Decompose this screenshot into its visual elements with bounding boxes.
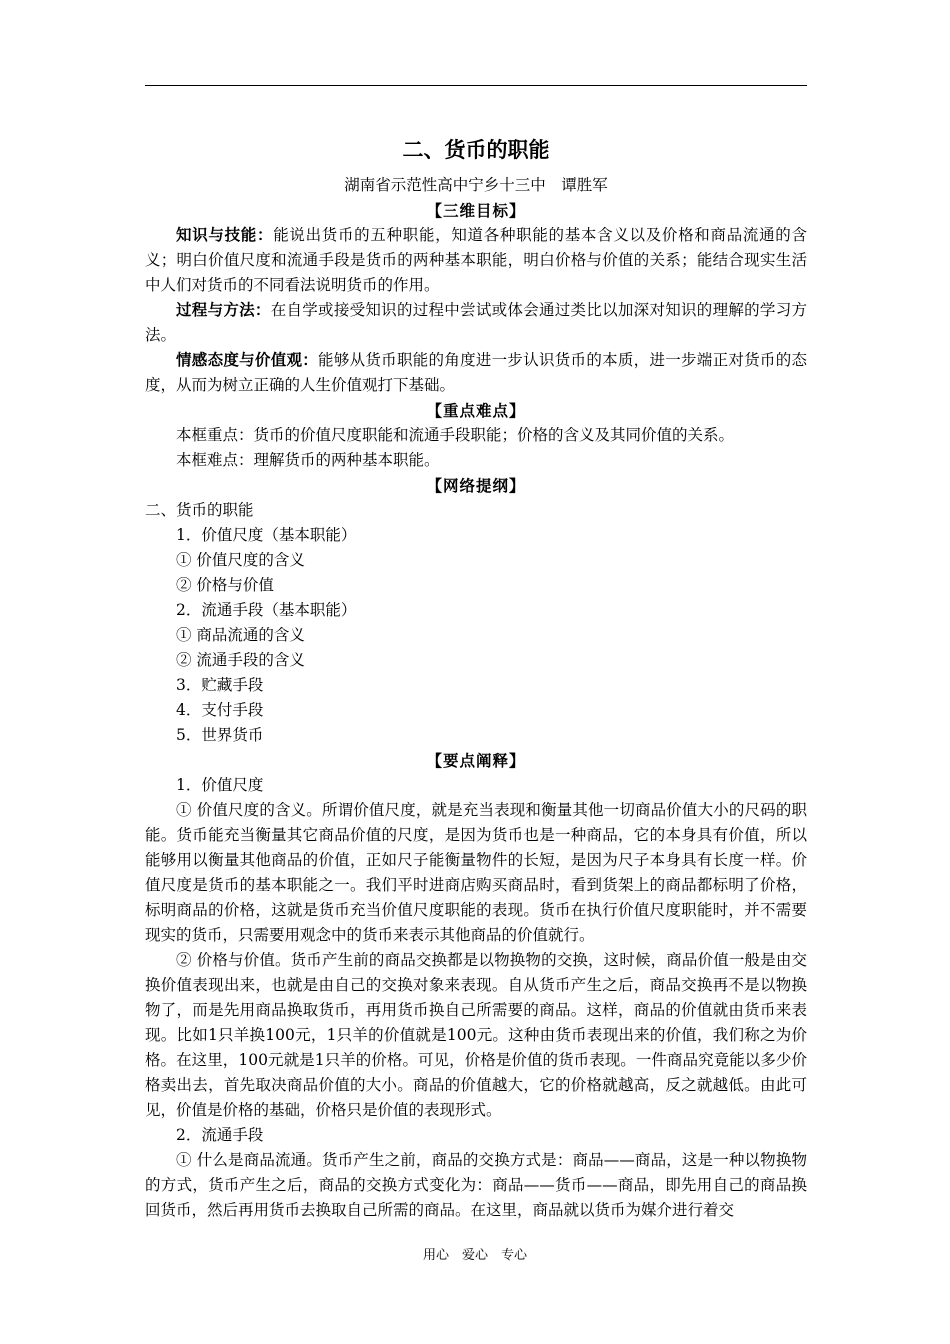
outline-item: 3．贮藏手段 [176, 676, 264, 694]
goal-attitude-text: 能够从货币职能的角度进一步认识货币的本质，进一步端正对货币的态度，从而为树立正确的人生价值观打下基础。 [145, 351, 807, 394]
outline-item: 1．价值尺度（基本职能） [176, 526, 357, 544]
page-footer: 用心 爱心 专心 [422, 1248, 527, 1263]
outline-item: ① 价值尺度的含义 [176, 551, 305, 569]
section-heading-outline: 【网络提纲】 [426, 476, 526, 495]
header-rule [145, 85, 807, 86]
section-heading-goals: 【三维目标】 [426, 201, 526, 220]
goal-knowledge [145, 223, 807, 298]
page-title: 二、货币的职能 [402, 138, 550, 162]
explain-heading-value-measure: 1．价值尺度 [176, 776, 264, 794]
goal-attitude [145, 348, 807, 398]
goal-process [145, 298, 807, 348]
section-heading-keypoints: 【重点难点】 [426, 401, 526, 420]
document-body [145, 133, 807, 1223]
outline-item: 5．世界货币 [176, 726, 264, 744]
goal-knowledge-label: 知识与技能： [176, 226, 274, 244]
outline-item: 2．流通手段（基本职能） [176, 601, 357, 619]
explain-paragraph: ① 价值尺度的含义。所谓价值尺度，就是充当表现和衡量其他一切商品价值大小的尺码的职能。货币能充当衡量其它商品价值的尺度，是因为货币也是一种商品，它的本身具有价值，所以能够用以衡量其他商品的价值，正如尺子能衡量物件的长短，是因为尺子本身具有长度一样。价值尺度是货币的基本职能之一。我们平时进商店购买商品时，看到货架上的商品都标明了价格，标明商品的价格，这就是货币充当价值尺度职能的表现。货币在执行价值尺度职能时，并不需要现实的货币，只需要用观念中的货币来表示其他商品的价值就行。 [145, 801, 807, 944]
keypoint-focus: 本框重点：货币的价值尺度职能和流通手段职能；价格的含义及其同价值的关系。 [176, 426, 735, 444]
goal-process-text: 在自学或接受知识的过程中尝试或体会通过类比以加深对知识的理解的学习方法。 [145, 301, 807, 344]
explain-paragraph: ② 价格与价值。货币产生前的商品交换都是以物换物的交换，这时候，商品价值一般是由交换价值表现出来，也就是由自己的交换对象来表现。自从货币产生之后，商品交换再不是以物换物了，而是先用商品换取货币，再用货币换自己所需要的商品。这样，商品的价值就由货币来表现。比如1只羊换100元，1只羊的价值就是100元。这种由货币表现出来的价值，我们称之为价格。在这里，100元就是1只羊的价格。可见，价格是价值的货币表现。一件商品究竟能以多少价格卖出去，首先取决商品价值的大小。商品的价值越大，它的价格就越高，反之就越低。由此可见，价值是价格的基础，价格只是价值的表现形式。 [145, 951, 807, 1119]
goal-knowledge-text: 能说出货币的五种职能，知道各种职能的基本含义以及价格和商品流通的含义；明白价值尺度和流通手段是货币的两种基本职能，明白价格与价值的关系；能结合现实生活中人们对货币的不同看法说明货币的作用。 [145, 226, 807, 294]
section-heading-explain: 【要点阐释】 [426, 751, 526, 770]
goal-process-label: 过程与方法： [176, 301, 271, 319]
outline-item: ② 流通手段的含义 [176, 651, 305, 669]
goal-attitude-label: 情感态度与价值观： [176, 351, 319, 369]
author-line: 湖南省示范性高中宁乡十三中 谭胜军 [344, 176, 608, 194]
outline-head: 二、货币的职能 [145, 501, 254, 519]
outline-item: ① 商品流通的含义 [176, 626, 305, 644]
keypoint-difficulty: 本框难点：理解货币的两种基本职能。 [176, 451, 440, 469]
outline-item: 4．支付手段 [176, 701, 264, 719]
explain-heading-circulation: 2．流通手段 [176, 1126, 264, 1144]
explain-paragraph: ① 什么是商品流通。货币产生之前，商品的交换方式是：商品——商品，这是一种以物换物的方式，货币产生之后，商品的交换方式变化为：商品——货币——商品，即先用自己的商品换回货币，然后再用货币去换取自己所需的商品。在这里，商品就以货币为媒介进行着交 [145, 1151, 807, 1219]
outline-item: ② 价格与价值 [176, 576, 274, 594]
